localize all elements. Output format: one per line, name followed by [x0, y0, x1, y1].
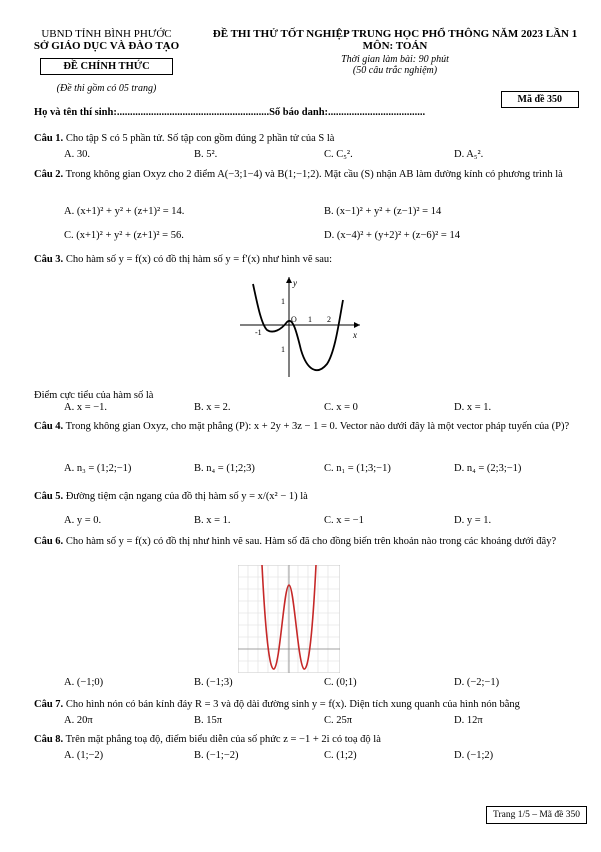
question-6 [34, 535, 574, 549]
q2-options-row1 [64, 206, 584, 217]
x-arrow [354, 322, 360, 328]
q2-option-d[interactable]: D. (x−4)² + (y+2)² + (z−6)² = 14 [324, 230, 460, 241]
q2-option-a[interactable]: A. (x+1)² + y² + (z+1)² = 14. [64, 206, 185, 217]
q4-option-d[interactable]: D. n₄ = (2;3;−1) [454, 463, 522, 474]
tick-y1: 1 [281, 297, 285, 306]
q3-option-d[interactable]: D. x = 1. [454, 402, 492, 413]
q5-num: Câu 5. [34, 491, 64, 502]
q3-option-c[interactable]: C. x = 0 [324, 402, 358, 413]
q3-text: Cho hàm số y = f(x) có đồ thị hàm số y = f′(x) như hình vẽ sau: [65, 254, 333, 265]
q6-option-d[interactable]: D. (−2;−1) [454, 677, 500, 688]
question-3 [34, 253, 574, 267]
q1-options [64, 149, 584, 160]
q7-option-c[interactable]: C. 25π [324, 715, 353, 726]
q7-text: Cho hình nón có bán kính đáy R = 3 và độ dài đường sinh y = f(x). Diện tích xung quanh của hình nón bằng [65, 699, 520, 710]
question-8 [34, 733, 574, 747]
header-right [205, 28, 585, 76]
question-4 [34, 420, 574, 434]
q3-options [64, 402, 584, 413]
y-arrow [286, 277, 292, 283]
q8-option-a[interactable]: A. (1;−2) [64, 750, 104, 761]
q1-text: Cho tập S có 5 phần tử. Số tập con gồm đúng 2 phần tử của S là [65, 133, 335, 144]
q4-options [64, 463, 584, 474]
student-line: Họ và tên thí sinh:..........................................................Số báo danh:..................................... [34, 107, 426, 118]
time: Thời gian làm bài: 90 phút [341, 54, 449, 65]
q8-option-d[interactable]: D. (−1;2) [454, 750, 494, 761]
fprime-curve [253, 284, 343, 370]
q1-option-d[interactable]: D. A₅². [454, 149, 484, 160]
question-1 [34, 132, 574, 146]
q4-option-a[interactable]: A. n₃ = (1;2;−1) [64, 463, 132, 474]
q1-option-c[interactable]: C. C₅². [324, 149, 353, 160]
q2-text: Trong không gian Oxyz cho 2 điểm A(−3;1−4) và B(1;−1;2). Mặt cầu (S) nhận AB làm đường kính có phương trình là [65, 169, 563, 180]
q5-option-a[interactable]: A. y = 0. [64, 515, 102, 526]
q5-options [64, 515, 584, 526]
q6-text: Cho hàm số y = f(x) có đồ thị như hình vẽ sau. Hàm số đã cho đồng biến trên khoản nào trong các khoảng dưới đây? [65, 536, 557, 547]
org-line-2: SỞ GIÁO DỤC VÀ ĐÀO TẠO [33, 40, 180, 52]
q5-option-c[interactable]: C. x = −1 [324, 515, 364, 526]
q5-option-b[interactable]: B. x = 1. [194, 515, 231, 526]
q6-option-a[interactable]: A. (−1;0) [64, 677, 104, 688]
q8-num: Câu 8. [34, 734, 64, 745]
q6-num: Câu 6. [34, 536, 64, 547]
tick-yneg1: 1 [281, 345, 285, 354]
q8-options [64, 750, 584, 761]
exam-code-box: Mã đề 350 [501, 91, 579, 108]
q4-option-b[interactable]: B. n₄ = (1;2;3) [194, 463, 255, 474]
q6-option-c[interactable]: C. (0;1) [324, 677, 357, 688]
tick-neg1: -1 [255, 328, 262, 337]
pages-note: (Đề thi gồm có 05 trang) [56, 83, 157, 94]
q3-after: Điểm cực tiểu của hàm số là [34, 390, 154, 401]
x-label: x [353, 330, 357, 340]
q3-num: Câu 3. [34, 254, 64, 265]
origin-label: O [291, 315, 297, 324]
header-left [14, 28, 199, 94]
y-label: y [293, 278, 297, 288]
q1-option-b[interactable]: B. 5². [194, 149, 218, 160]
q2-option-b[interactable]: B. (x−1)² + y² + (z−1)² = 14 [324, 206, 442, 217]
q7-options [64, 715, 584, 726]
question-5 [34, 490, 574, 504]
q7-num: Câu 7. [34, 699, 64, 710]
q3-option-a[interactable]: A. x = −1. [64, 402, 108, 413]
q1-option-a[interactable]: A. 30. [64, 149, 90, 160]
tick-1: 1 [308, 315, 312, 324]
q1-num: Câu 1. [34, 133, 64, 144]
question-7 [34, 698, 574, 712]
q2-num: Câu 2. [34, 169, 64, 180]
q5-option-d[interactable]: D. y = 1. [454, 515, 492, 526]
tick-2: 2 [327, 315, 331, 324]
q4-text: Trong không gian Oxyz, cho mặt phẳng (P): x + 2y + 3z − 1 = 0. Vector nào dưới đây là một vector pháp tuyến của (P)? [65, 421, 570, 432]
q8-text: Trên mặt phẳng toạ độ, điểm biểu diễn của số phức z = −1 + 2i có toạ độ là [65, 734, 381, 745]
exam-title: ĐỀ THI THỬ TỐT NGHIỆP TRUNG HỌC PHỔ THÔNG NĂM 2023 LẦN 1 [212, 28, 578, 40]
q7-option-b[interactable]: B. 15π [194, 715, 223, 726]
subject: MÔN: TOÁN [362, 40, 428, 52]
q2-option-c[interactable]: C. (x+1)² + y² + (z+1)² = 56. [64, 230, 184, 241]
q3-option-b[interactable]: B. x = 2. [194, 402, 231, 413]
q8-option-c[interactable]: C. (1;2) [324, 750, 357, 761]
official-badge: ĐỀ CHÍNH THỨC [40, 58, 172, 75]
questions-note: (50 câu trắc nghiệm) [352, 65, 438, 76]
graph-f [238, 565, 340, 673]
q6-options [64, 677, 584, 688]
org-line-1: UBND TỈNH BÌNH PHƯỚC [41, 28, 172, 40]
q6-option-b[interactable]: B. (−1;3) [194, 677, 233, 688]
q7-option-a[interactable]: A. 20π [64, 715, 93, 726]
q2-options-row2 [64, 230, 584, 241]
page-footer: Trang 1/5 – Mã đề 350 [486, 806, 587, 824]
graph-fprime [235, 272, 365, 382]
q4-option-c[interactable]: C. n₁ = (1;3;−1) [324, 463, 391, 474]
q7-option-d[interactable]: D. 12π [454, 715, 483, 726]
q8-option-b[interactable]: B. (−1;−2) [194, 750, 239, 761]
q5-text: Đường tiệm cận ngang của đồ thị hàm số y = x/(x² − 1) là [65, 491, 308, 502]
question-2 [34, 168, 574, 182]
q4-num: Câu 4. [34, 421, 64, 432]
